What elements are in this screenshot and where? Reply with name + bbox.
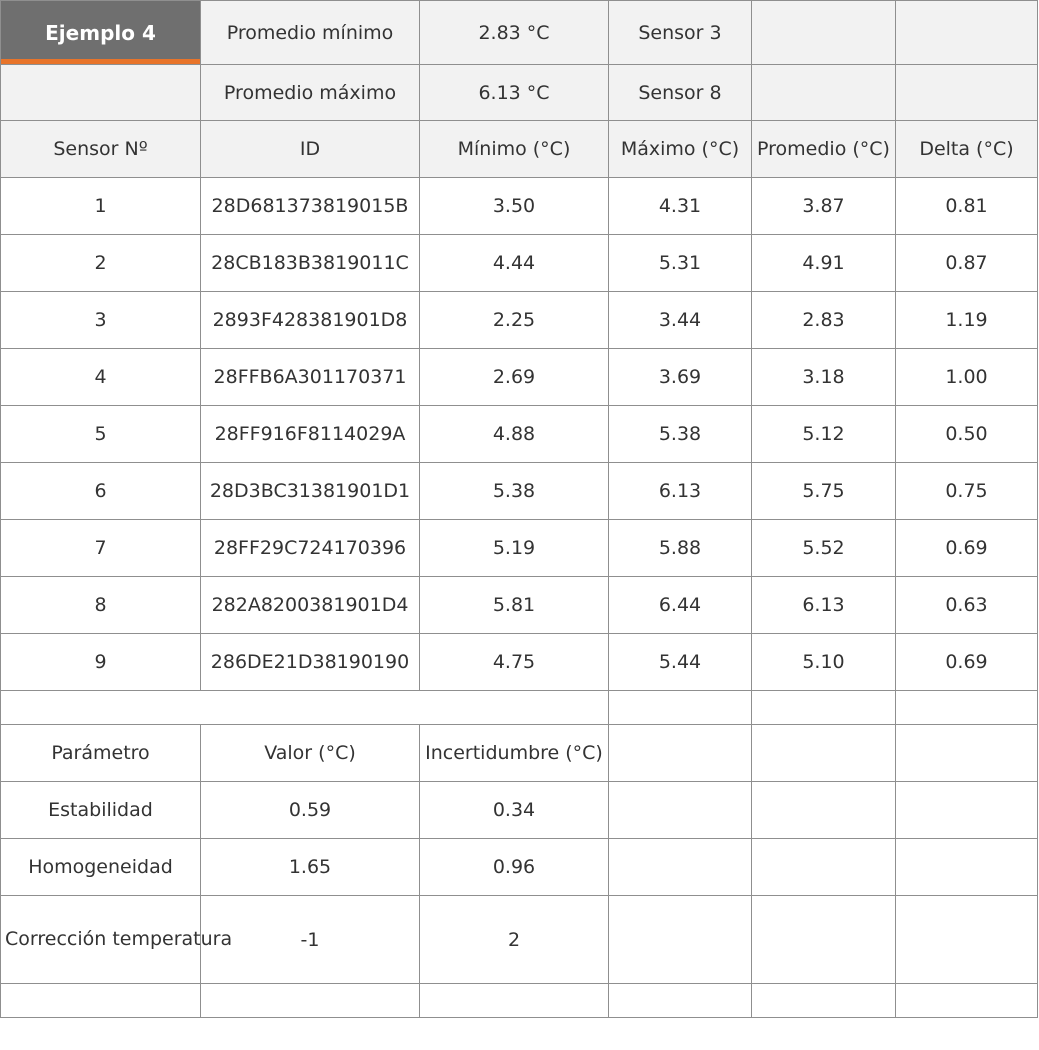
cell-id: 28CB183B3819011C xyxy=(201,235,420,292)
cell-sensor: 1 xyxy=(1,178,201,235)
example-title xyxy=(1,1,201,65)
cell-id: 28D681373819015B xyxy=(201,178,420,235)
param-uncertainty: 2 xyxy=(420,896,609,984)
cell-avg: 3.87 xyxy=(752,178,896,235)
param-name: Estabilidad xyxy=(1,782,201,839)
cell-min: 5.19 xyxy=(420,520,609,577)
empty-cell xyxy=(609,782,752,839)
column-header-delta: Delta (°C) xyxy=(896,121,1038,178)
empty-row xyxy=(1,984,1038,1018)
empty-cell xyxy=(896,896,1038,984)
empty-cell xyxy=(752,1,896,65)
param-value: -1 xyxy=(201,896,420,984)
empty-cell xyxy=(752,65,896,121)
cell-min: 3.50 xyxy=(420,178,609,235)
cell-min: 4.75 xyxy=(420,634,609,691)
table-row xyxy=(1,463,1038,520)
title-accent-bar xyxy=(1,59,200,64)
empty-cell xyxy=(896,984,1038,1018)
cell-min: 5.81 xyxy=(420,577,609,634)
table-row xyxy=(1,520,1038,577)
cell-id: 286DE21D38190190 xyxy=(201,634,420,691)
param-header-name: Parámetro xyxy=(1,725,201,782)
cell-avg: 5.10 xyxy=(752,634,896,691)
cell-avg: 3.18 xyxy=(752,349,896,406)
cell-sensor: 7 xyxy=(1,520,201,577)
empty-cell xyxy=(609,839,752,896)
cell-min: 2.69 xyxy=(420,349,609,406)
empty-cell xyxy=(609,896,752,984)
empty-cell xyxy=(752,691,896,725)
empty-cell xyxy=(201,984,420,1018)
empty-cell xyxy=(896,691,1038,725)
cell-delta: 0.50 xyxy=(896,406,1038,463)
cell-min: 4.88 xyxy=(420,406,609,463)
cell-id: 28FFB6A301170371 xyxy=(201,349,420,406)
empty-cell xyxy=(609,691,752,725)
cell-max: 5.88 xyxy=(609,520,752,577)
spacer-row xyxy=(1,691,1038,725)
summary-label: Promedio máximo xyxy=(201,65,420,121)
empty-cell xyxy=(896,782,1038,839)
cell-max: 3.69 xyxy=(609,349,752,406)
cell-min: 5.38 xyxy=(420,463,609,520)
param-uncertainty: 0.96 xyxy=(420,839,609,896)
cell-sensor: 2 xyxy=(1,235,201,292)
empty-cell xyxy=(896,725,1038,782)
param-row xyxy=(1,839,1038,896)
param-value: 0.59 xyxy=(201,782,420,839)
cell-sensor: 6 xyxy=(1,463,201,520)
table-row xyxy=(1,235,1038,292)
param-uncertainty: 0.34 xyxy=(420,782,609,839)
empty-cell xyxy=(609,725,752,782)
column-header-avg: Promedio (°C) xyxy=(752,121,896,178)
empty-cell xyxy=(896,65,1038,121)
cell-max: 5.44 xyxy=(609,634,752,691)
table-row xyxy=(1,577,1038,634)
empty-cell xyxy=(752,984,896,1018)
param-header-value: Valor (°C) xyxy=(201,725,420,782)
cell-avg: 5.12 xyxy=(752,406,896,463)
empty-cell xyxy=(752,782,896,839)
cell-avg: 4.91 xyxy=(752,235,896,292)
summary-sensor: Sensor 8 xyxy=(609,65,752,121)
table-row xyxy=(1,634,1038,691)
param-header-row xyxy=(1,725,1038,782)
cell-sensor: 9 xyxy=(1,634,201,691)
param-value: 1.65 xyxy=(201,839,420,896)
param-header-uncertainty: Incertidumbre (°C) xyxy=(420,725,609,782)
cell-max: 6.13 xyxy=(609,463,752,520)
table-row xyxy=(1,349,1038,406)
empty-cell xyxy=(1,691,609,725)
empty-cell xyxy=(1,984,201,1018)
cell-max: 3.44 xyxy=(609,292,752,349)
column-header-min: Mínimo (°C) xyxy=(420,121,609,178)
cell-max: 5.38 xyxy=(609,406,752,463)
summary-sensor: Sensor 3 xyxy=(609,1,752,65)
cell-delta: 0.87 xyxy=(896,235,1038,292)
column-header-id: ID xyxy=(201,121,420,178)
param-name: Homogeneidad xyxy=(1,839,201,896)
cell-delta: 0.81 xyxy=(896,178,1038,235)
summary-row xyxy=(1,65,1038,121)
column-header-max: Máximo (°C) xyxy=(609,121,752,178)
cell-avg: 2.83 xyxy=(752,292,896,349)
cell-sensor: 3 xyxy=(1,292,201,349)
empty-cell xyxy=(420,984,609,1018)
summary-label: Promedio mínimo xyxy=(201,1,420,65)
cell-max: 4.31 xyxy=(609,178,752,235)
cell-max: 5.31 xyxy=(609,235,752,292)
column-header-sensor: Sensor Nº xyxy=(1,121,201,178)
table-row xyxy=(1,406,1038,463)
cell-min: 4.44 xyxy=(420,235,609,292)
summary-row xyxy=(1,1,1038,65)
cell-id: 282A8200381901D4 xyxy=(201,577,420,634)
example-title-text: Ejemplo 4 xyxy=(45,20,156,45)
param-row xyxy=(1,896,1038,984)
empty-cell xyxy=(609,984,752,1018)
cell-sensor: 5 xyxy=(1,406,201,463)
summary-value: 2.83 °C xyxy=(420,1,609,65)
cell-delta: 0.69 xyxy=(896,520,1038,577)
table-row xyxy=(1,292,1038,349)
header-row xyxy=(1,121,1038,178)
empty-cell xyxy=(752,896,896,984)
cell-delta: 0.69 xyxy=(896,634,1038,691)
cell-sensor: 8 xyxy=(1,577,201,634)
cell-sensor: 4 xyxy=(1,349,201,406)
summary-value: 6.13 °C xyxy=(420,65,609,121)
empty-cell xyxy=(896,839,1038,896)
empty-cell xyxy=(752,725,896,782)
cell-avg: 6.13 xyxy=(752,577,896,634)
table-row xyxy=(1,178,1038,235)
cell-min: 2.25 xyxy=(420,292,609,349)
param-row xyxy=(1,782,1038,839)
cell-id: 2893F428381901D8 xyxy=(201,292,420,349)
empty-cell xyxy=(752,839,896,896)
cell-max: 6.44 xyxy=(609,577,752,634)
empty-cell xyxy=(1,65,201,121)
cell-delta: 1.19 xyxy=(896,292,1038,349)
cell-id: 28D3BC31381901D1 xyxy=(201,463,420,520)
cell-delta: 1.00 xyxy=(896,349,1038,406)
empty-cell xyxy=(896,1,1038,65)
cell-avg: 5.52 xyxy=(752,520,896,577)
cell-delta: 0.75 xyxy=(896,463,1038,520)
cell-avg: 5.75 xyxy=(752,463,896,520)
param-name: Corrección temperatura xyxy=(1,896,201,984)
cell-id: 28FF916F8114029A xyxy=(201,406,420,463)
cell-id: 28FF29C724170396 xyxy=(201,520,420,577)
cell-delta: 0.63 xyxy=(896,577,1038,634)
